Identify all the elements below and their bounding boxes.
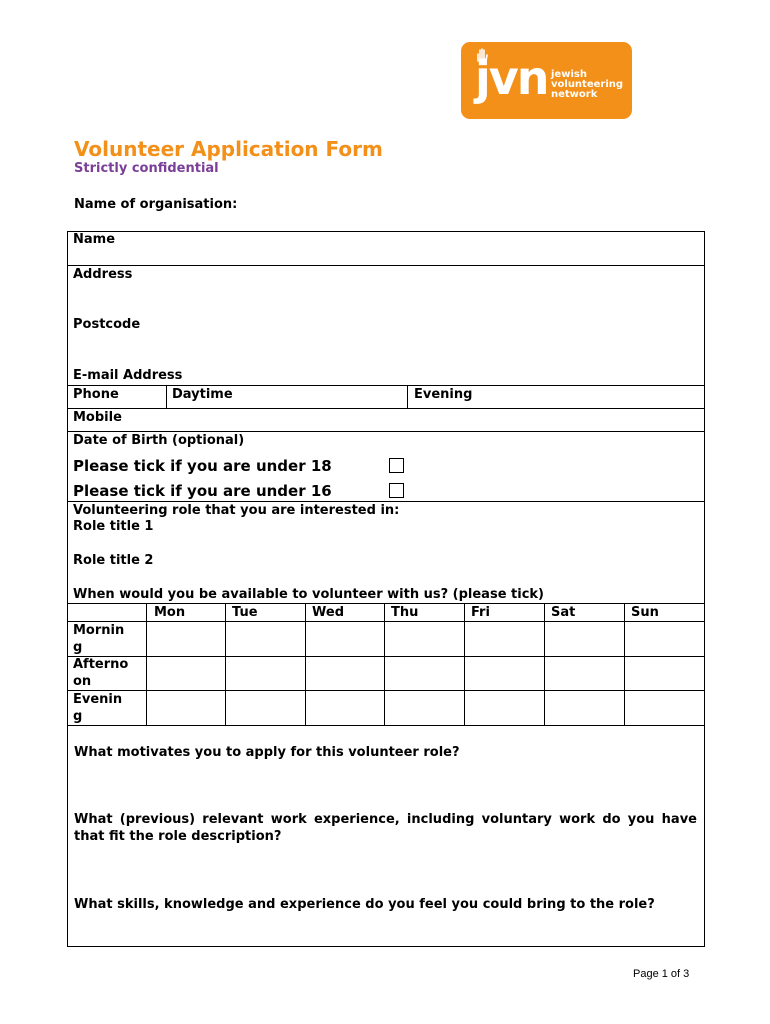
form-border-left (67, 231, 68, 501)
schedule-cell[interactable] (306, 657, 384, 690)
daytime-label: Daytime (172, 387, 233, 402)
under-16-checkbox[interactable] (389, 483, 404, 498)
schedule-cell[interactable] (385, 657, 464, 690)
evening-phone-field[interactable] (486, 386, 704, 408)
schedule-cell[interactable] (385, 691, 464, 725)
schedule-cell[interactable] (465, 691, 544, 725)
address-label: Address (73, 267, 133, 282)
role-1-label: Role title 1 (73, 519, 154, 534)
logo-line-2: volunteering (551, 79, 624, 90)
schedule-cell[interactable] (226, 622, 305, 656)
schedule-cell[interactable] (147, 657, 225, 690)
schedule-cell[interactable] (465, 622, 544, 656)
answer-experience[interactable] (68, 848, 704, 893)
period-label: Evenin (73, 692, 123, 707)
day-header: Sun (631, 605, 659, 620)
schedule-cell[interactable] (385, 622, 464, 656)
page-number: Page 1 of 3 (633, 968, 690, 980)
role-interest-label: Volunteering role that you are interested in: (73, 503, 400, 518)
postcode-label: Postcode (73, 317, 141, 332)
grid-rule-top (67, 603, 705, 604)
dob-label: Date of Birth (optional) (73, 433, 245, 448)
period-label: g (73, 640, 83, 655)
rule-after-name (67, 265, 705, 266)
under-16-label: Please tick if you are under 16 (73, 482, 332, 500)
rule-after-mobile (67, 431, 705, 432)
jvn-logo (461, 42, 632, 119)
schedule-cell[interactable] (226, 691, 305, 725)
schedule-cell[interactable] (625, 657, 704, 690)
logo-line-1: jewish (551, 69, 587, 80)
address-field[interactable] (68, 284, 704, 314)
schedule-cell[interactable] (306, 691, 384, 725)
schedule-cell[interactable] (226, 657, 305, 690)
day-header: Wed (312, 605, 344, 620)
day-header: Thu (391, 605, 419, 620)
day-header: Fri (471, 605, 490, 620)
day-header: Tue (232, 605, 258, 620)
under-18-label: Please tick if you are under 18 (73, 457, 332, 475)
postcode-field[interactable] (68, 334, 704, 364)
availability-label: When would you be available to volunteer with us? (please tick) (73, 587, 545, 602)
grid-rule-row3 (67, 725, 705, 726)
phone-label: Phone (73, 387, 119, 402)
evening-label: Evening (414, 387, 473, 402)
email-label: E-mail Address (73, 368, 183, 383)
daytime-phone-field[interactable] (250, 386, 406, 408)
mobile-field[interactable] (134, 409, 704, 431)
period-label: g (73, 709, 83, 724)
period-label: Mornin (73, 623, 125, 638)
day-header: Sat (551, 605, 576, 620)
phone-divider-2 (407, 385, 408, 408)
role-2-label: Role title 2 (73, 553, 154, 568)
schedule-cell[interactable] (545, 691, 624, 725)
page-subtitle: Strictly confidential (74, 161, 219, 176)
schedule-cell[interactable] (545, 657, 624, 690)
schedule-cell[interactable] (625, 622, 704, 656)
schedule-cell[interactable] (465, 657, 544, 690)
question-motivation: What motivates you to apply for this volunteer role? (74, 745, 460, 760)
answer-motivation[interactable] (68, 763, 704, 808)
schedule-cell[interactable] (545, 622, 624, 656)
rule-after-dob (67, 501, 705, 502)
under-18-checkbox[interactable] (389, 458, 404, 473)
organisation-label: Name of organisation: (74, 197, 238, 212)
schedule-cell[interactable] (147, 691, 225, 725)
logo-line-3: network (551, 89, 598, 100)
name-field[interactable] (68, 249, 704, 265)
schedule-cell[interactable] (625, 691, 704, 725)
period-label: Afterno (73, 657, 129, 672)
phone-divider-1 (166, 385, 167, 408)
logo-words (551, 70, 623, 100)
day-header: Mon (154, 605, 186, 620)
logo-mark: jvn (475, 51, 548, 105)
question-experience: What (previous) relevant work experience, including voluntary work do you have that fit the role description? (74, 812, 697, 844)
form-border-right-2 (704, 501, 705, 947)
mobile-label: Mobile (73, 410, 122, 425)
page-title: Volunteer Application Form (74, 137, 383, 161)
rule-top (67, 231, 705, 232)
rule-bottom (67, 946, 705, 947)
schedule-cell[interactable] (147, 622, 225, 656)
form-border-right (704, 231, 705, 501)
period-label: on (73, 674, 92, 689)
question-skills: What skills, knowledge and experience do you feel you could bring to the role? (74, 897, 655, 912)
schedule-cell[interactable] (306, 622, 384, 656)
name-label: Name (73, 232, 116, 247)
